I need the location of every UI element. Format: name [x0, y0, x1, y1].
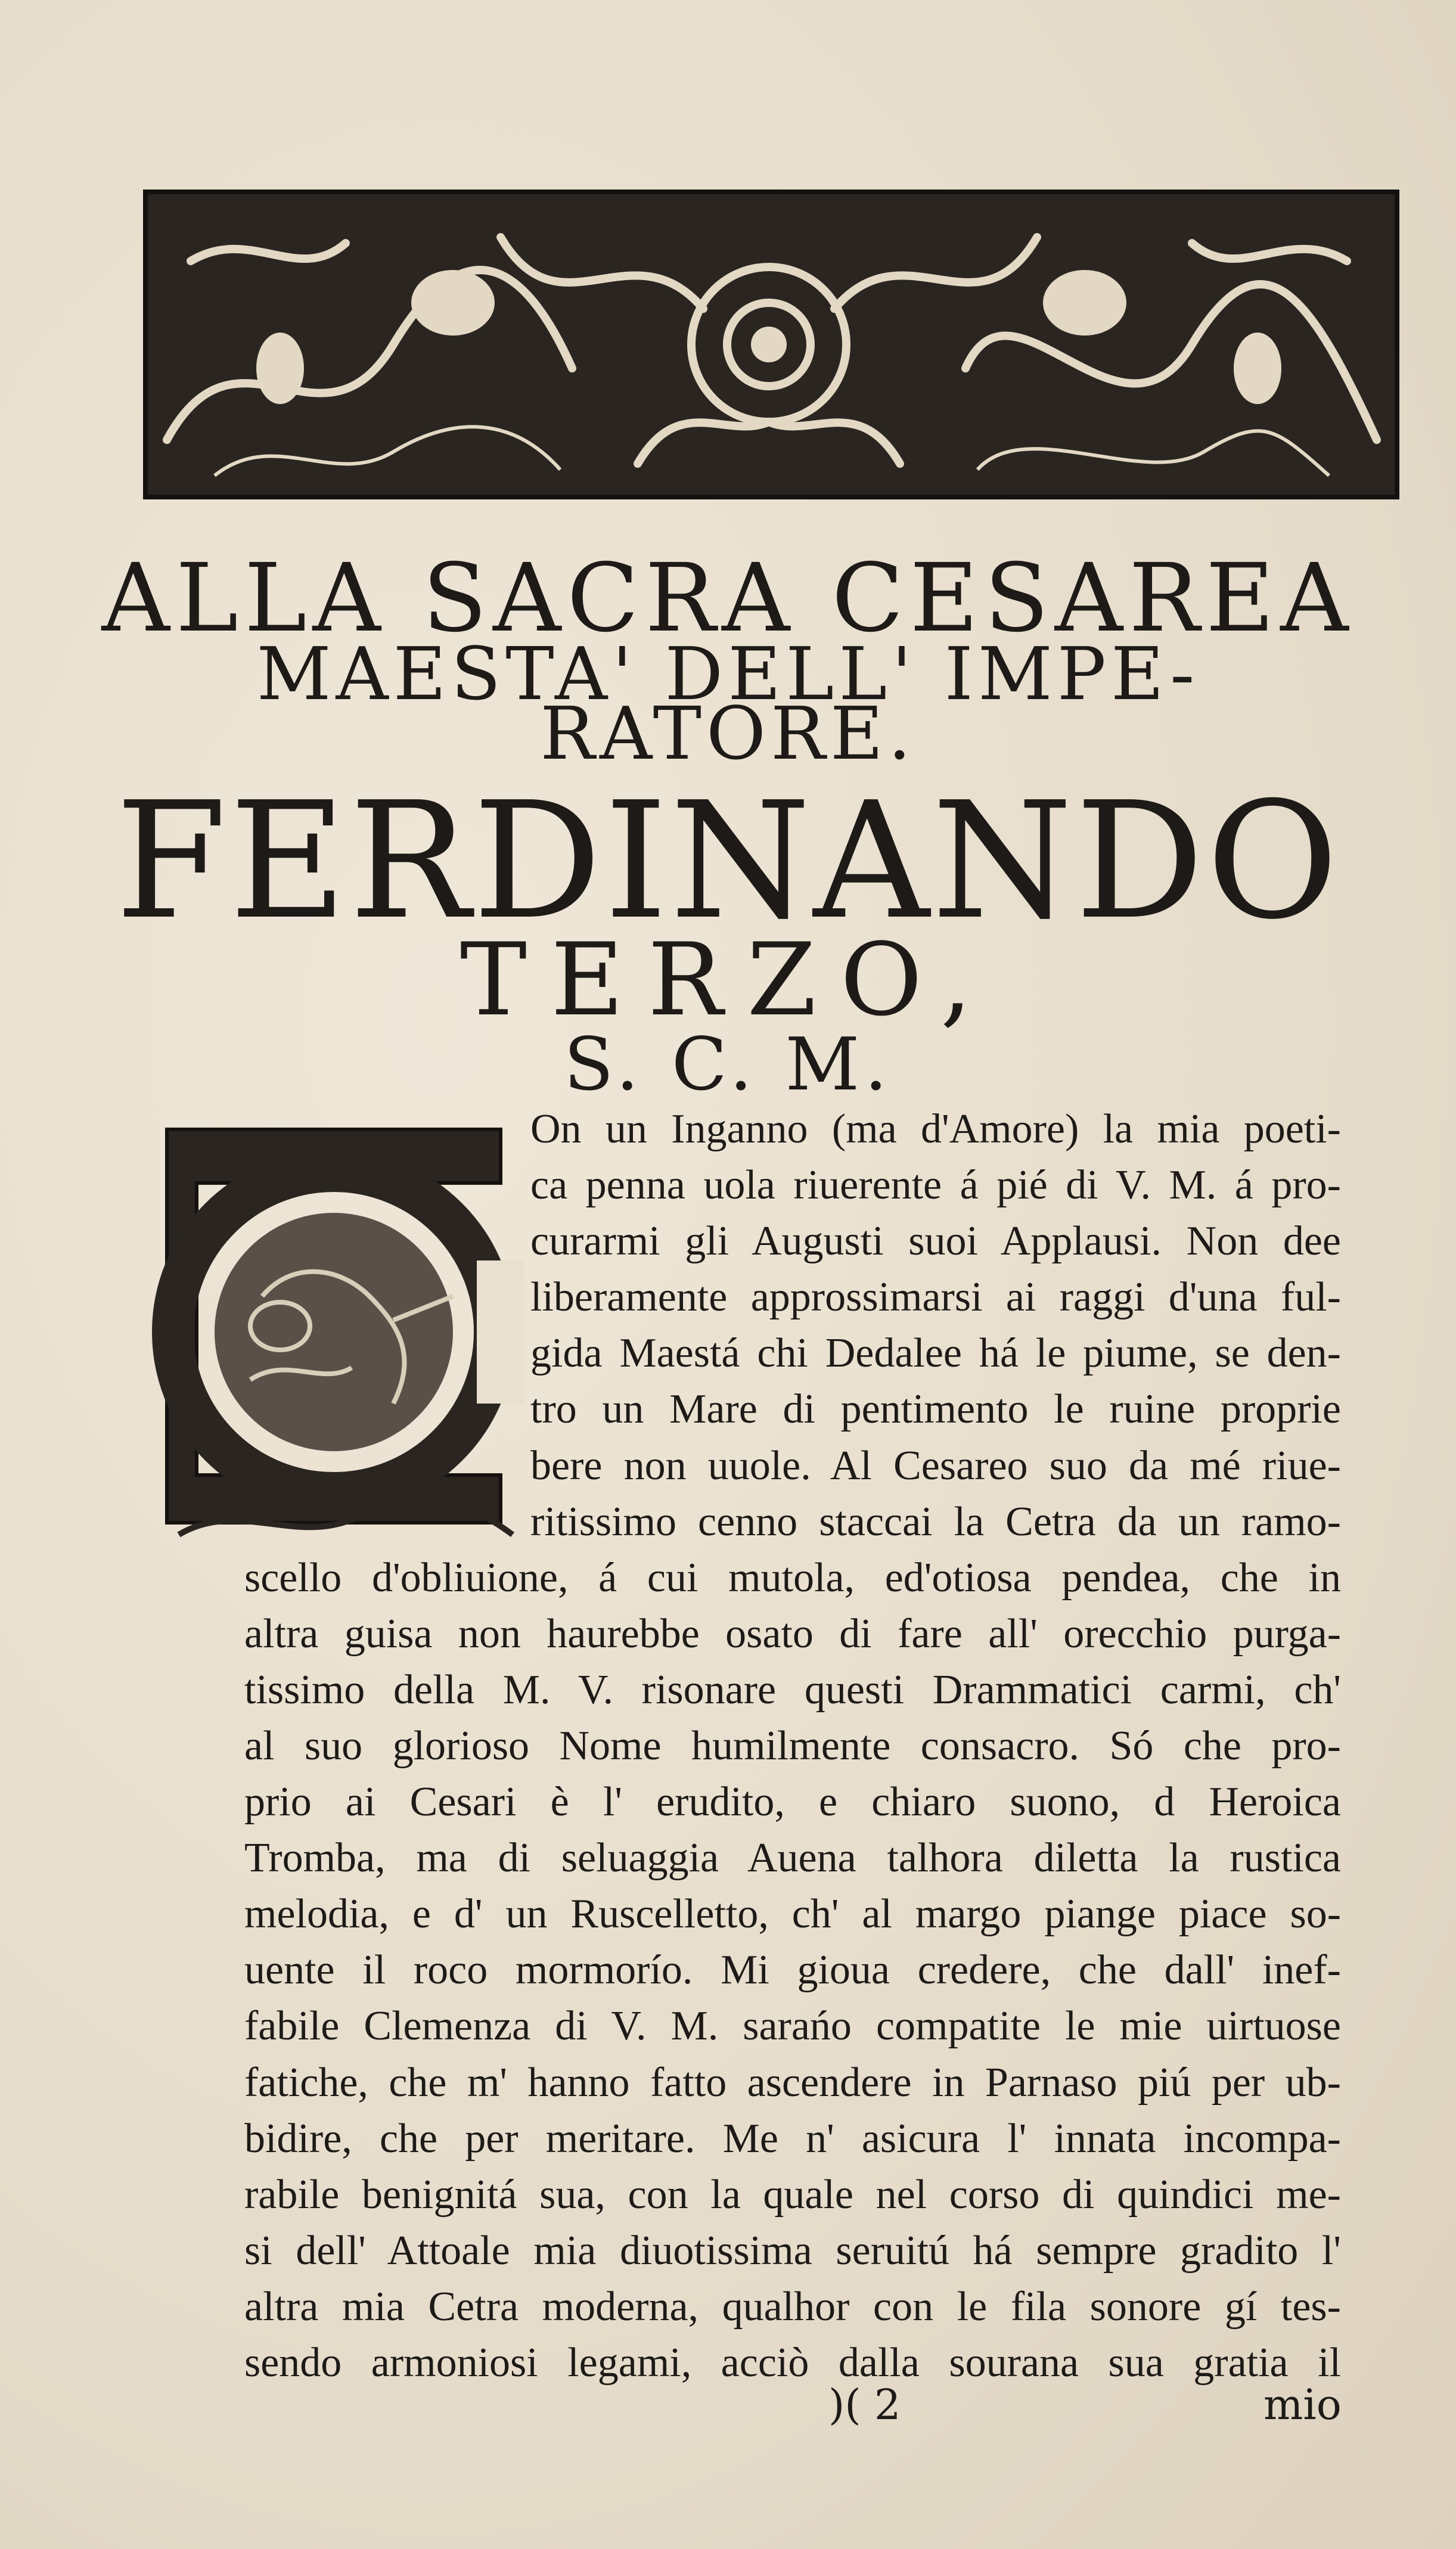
- body-line: al suo glorioso Nome humilmente consacro. Só che pro-: [244, 1723, 1341, 1769]
- body-line: fatiche, che m' hanno fatto ascendere in Parnaso piú per ub-: [244, 2060, 1341, 2106]
- body-line: Tromba, ma di seluaggia Auena talhora diletta la rustica: [244, 1835, 1341, 1881]
- title-line-2: MAESTA' DELL' IMPE-: [256, 632, 1200, 716]
- body-line: prio ai Cesari è l' erudito, e chiaro suono, d Heroica: [244, 1779, 1341, 1825]
- body-line: ritissimo cenno staccai la Cetra da un ramo-: [530, 1499, 1341, 1545]
- body-line: bere non uuole. Al Cesareo suo da mé riue-: [530, 1443, 1341, 1489]
- catchword: mio: [1263, 2380, 1342, 2429]
- woodcut-ornament-icon: [143, 190, 1399, 499]
- body-line: On un Inganno (ma d'Amore) la mia poeti-: [530, 1106, 1341, 1152]
- body-line: ca penna uola riuerente á pié di V. M. á pro-: [530, 1162, 1341, 1208]
- body-line: tro un Mare di pentimento le ruine proprie: [530, 1386, 1341, 1432]
- body-line: si dell' Attoale mia diuotissima seruitú há sempre gradito l': [244, 2228, 1341, 2274]
- body-line: scello d'obliuione, á cui mutola, ed'otiosa pendea, che in: [244, 1555, 1341, 1601]
- body-line: fabile Clemenza di V. M. sarańo compatite le mie uirtuose: [244, 2003, 1341, 2049]
- body-line: rabile benignitá sua, con la quale nel corso di quindici me-: [244, 2172, 1341, 2218]
- body-line: curarmi gli Augusti suoi Applausi. Non dee: [530, 1218, 1341, 1264]
- body-line: liberamente approssimarsi ai raggi d'una ful-: [530, 1274, 1341, 1320]
- body-line: gida Maestá chi Dedalee há le piume, se den-: [530, 1330, 1341, 1376]
- title-line-3: RATORE.: [540, 691, 916, 776]
- woodcut-initial-c-icon: [143, 1106, 524, 1550]
- body-line: melodia, e d' un Ruscelletto, ch' al margo piange piace so-: [244, 1891, 1341, 1937]
- body-line: altra mia Cetra moderna, qualhor con le fila sonore gí tes-: [244, 2284, 1341, 2330]
- body-line: tissimo della M. V. risonare questi Drammatici carmi, ch': [244, 1667, 1341, 1713]
- title-line-6: S. C. M.: [563, 1022, 893, 1107]
- body-line: uente il roco mormorío. Mi gioua credere, che dall' inef-: [244, 1947, 1341, 1993]
- signature-mark: )( 2: [828, 2380, 901, 2429]
- title-line-4: FERDINANDO: [115, 767, 1341, 955]
- body-line: sendo armoniosi legami, acciò dalla sourana sua gratia il: [244, 2340, 1341, 2386]
- body-line: altra guisa non haurebbe osato di fare all' orecchio purga-: [244, 1611, 1341, 1657]
- title-line-5: TERZO,: [460, 921, 996, 1038]
- title-line-1: ALLA SACRA CESAREA: [101, 544, 1355, 653]
- body-line: bidire, che per meritare. Me n' asicura l' innata incompa-: [244, 2116, 1341, 2162]
